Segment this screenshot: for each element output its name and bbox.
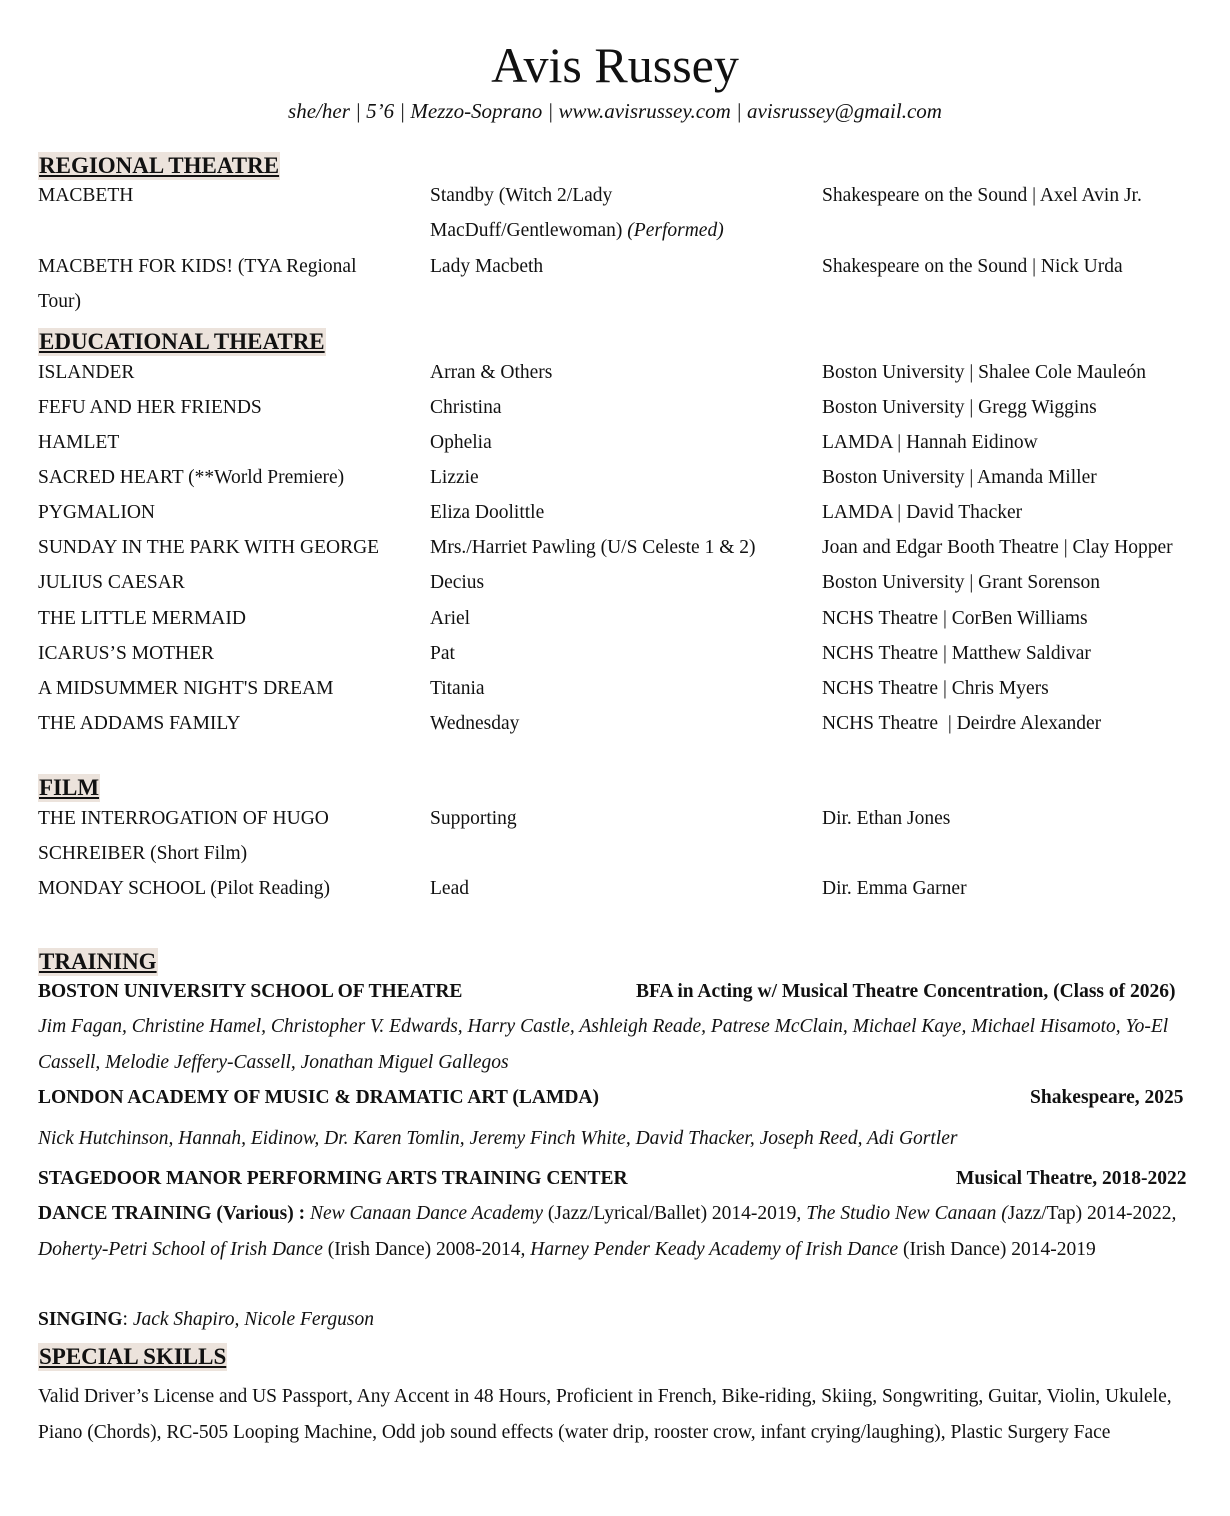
bu-degree: BFA in Acting w/ Musical Theatre Concentration, (Class of 2026) xyxy=(636,981,1176,1002)
performer-name: Avis Russey xyxy=(491,37,739,93)
credit-title: PYGMALION xyxy=(38,502,155,523)
credit-company: NCHS Theatre | CorBen Williams xyxy=(822,608,1088,629)
lamda-teachers: Nick Hutchinson, Hannah, Eidinow, Dr. Karen Tomlin, Jeremy Finch White, David Thacker, Joseph Reed, Adi Gortler xyxy=(38,1128,958,1149)
credit-company: Dir. Ethan Jones xyxy=(822,808,951,829)
credit-role: Eliza Doolittle xyxy=(430,502,545,523)
credit-company: LAMDA | David Thacker xyxy=(822,502,1023,523)
credit-company: Boston University | Shalee Cole Mauleón xyxy=(822,362,1146,383)
lamda-school: LONDON ACADEMY OF MUSIC & DRAMATIC ART (LAMDA) xyxy=(38,1087,600,1108)
credit-title: MACBETH xyxy=(38,185,134,206)
credit-company: NCHS Theatre | Deirdre Alexander xyxy=(822,713,1102,734)
credit-title: MONDAY SCHOOL (Pilot Reading) xyxy=(38,878,330,899)
credit-title: THE ADDAMS FAMILY xyxy=(38,713,241,734)
credit-role: Lizzie xyxy=(430,467,479,488)
credit-role: Mrs./Harriet Pawling (U/S Celeste 1 & 2) xyxy=(430,537,756,558)
contact-line: she/her | 5’6 | Mezzo-Soprano | www.avisrussey.com | avisrussey@gmail.com xyxy=(288,99,942,123)
stagedoor-program: Musical Theatre, 2018-2022 xyxy=(956,1168,1187,1189)
credit-role: Lead xyxy=(430,878,469,899)
singing-training: SINGING: Jack Shapiro, Nicole Ferguson xyxy=(38,1309,374,1330)
credit-role: Pat xyxy=(430,643,455,664)
bu-teachers: Jim Fagan, Christine Hamel, Christopher V. Edwards, Harry Castle, Ashleigh Reade, Patrese McClain, Michael Kaye, Michael Hisamoto, Yo-El Cassell, Melodie Jeffery-Cassell, Jonathan Miguel Gallegos xyxy=(38,1016,1169,1073)
special-skills-text: Valid Driver’s License and US Passport, Any Accent in 48 Hours, Proficient in French, Bike-riding, Skiing, Songwriting, Guitar, Violin, Ukulele, Piano (Chords), RC-505 Looping Machine, Odd job sound effects (water drip, rooster crow, infant crying/laughing), Plastic Surgery Face xyxy=(38,1386,1172,1443)
lamda-program: Shakespeare, 2025 xyxy=(1030,1087,1184,1108)
credit-company: Boston University | Gregg Wiggins xyxy=(822,397,1097,418)
credit-company: Dir. Emma Garner xyxy=(822,878,967,899)
credit-company: NCHS Theatre | Chris Myers xyxy=(822,678,1049,699)
credit-company: Shakespeare on the Sound | Nick Urda xyxy=(822,256,1123,277)
credit-title: HAMLET xyxy=(38,432,120,453)
special-skills-heading: SPECIAL SKILLS xyxy=(39,1344,227,1369)
credit-role: Lady Macbeth xyxy=(430,256,544,277)
credit-role: Decius xyxy=(430,572,485,593)
film-heading: FILM xyxy=(39,775,100,800)
credit-role: Ariel xyxy=(430,608,471,629)
credit-title: FEFU AND HER FRIENDS xyxy=(38,397,262,418)
credit-title: A MIDSUMMER NIGHT'S DREAM xyxy=(38,678,334,699)
educational-theatre-heading: EDUCATIONAL THEATRE xyxy=(39,329,325,354)
dance-training: DANCE TRAINING (Various) : New Canaan Dance Academy (Jazz/Lyrical/Ballet) 2014-2019, The Studio New Canaan (Jazz/Tap) 2014-2022, Doherty-Petri School of Irish Dance (Irish Dance) 2008-2014, Harney Pender Keady Academy of Irish Dance (Irish Dance) 2014-2019 xyxy=(38,1203,1177,1260)
singing-label: SINGING xyxy=(38,1309,123,1330)
credit-company: LAMDA | Hannah Eidinow xyxy=(822,432,1038,453)
bu-school: BOSTON UNIVERSITY SCHOOL OF THEATRE xyxy=(38,981,463,1002)
credit-role: Standby (Witch 2/Lady MacDuff/Gentlewoman) (Performed) xyxy=(430,185,724,241)
credit-role: Ophelia xyxy=(430,432,492,453)
credit-title: JULIUS CAESAR xyxy=(38,572,185,593)
credit-title: SUNDAY IN THE PARK WITH GEORGE xyxy=(38,537,380,558)
credit-title: THE INTERROGATION OF HUGO SCHREIBER (Short Film) xyxy=(38,808,329,864)
credit-company: NCHS Theatre | Matthew Saldivar xyxy=(822,643,1091,664)
credit-company: Boston University | Grant Sorenson xyxy=(822,572,1100,593)
credit-title: ICARUS’S MOTHER xyxy=(38,643,215,664)
credit-title: THE LITTLE MERMAID xyxy=(38,608,246,629)
credit-company: Joan and Edgar Booth Theatre | Clay Hopper xyxy=(822,537,1173,558)
training-heading: TRAINING xyxy=(39,949,157,974)
stagedoor-school: STAGEDOOR MANOR PERFORMING ARTS TRAINING CENTER xyxy=(38,1168,628,1189)
credit-title: ISLANDER xyxy=(38,362,135,383)
credit-title: SACRED HEART (**World Premiere) xyxy=(38,467,345,488)
credit-role: Supporting xyxy=(430,808,517,829)
credit-role: Arran & Others xyxy=(430,362,553,383)
dance-label: DANCE TRAINING (Various) : xyxy=(38,1203,310,1224)
credit-company: Boston University | Amanda Miller xyxy=(822,467,1097,488)
credit-role: Christina xyxy=(430,397,502,418)
credit-company: Shakespeare on the Sound | Axel Avin Jr. xyxy=(822,185,1142,206)
credit-role: Titania xyxy=(430,678,485,699)
credit-role: Wednesday xyxy=(430,713,520,734)
credit-title: MACBETH FOR KIDS! (TYA Regional Tour) xyxy=(38,256,357,312)
regional-theatre-heading: REGIONAL THEATRE xyxy=(39,153,280,178)
